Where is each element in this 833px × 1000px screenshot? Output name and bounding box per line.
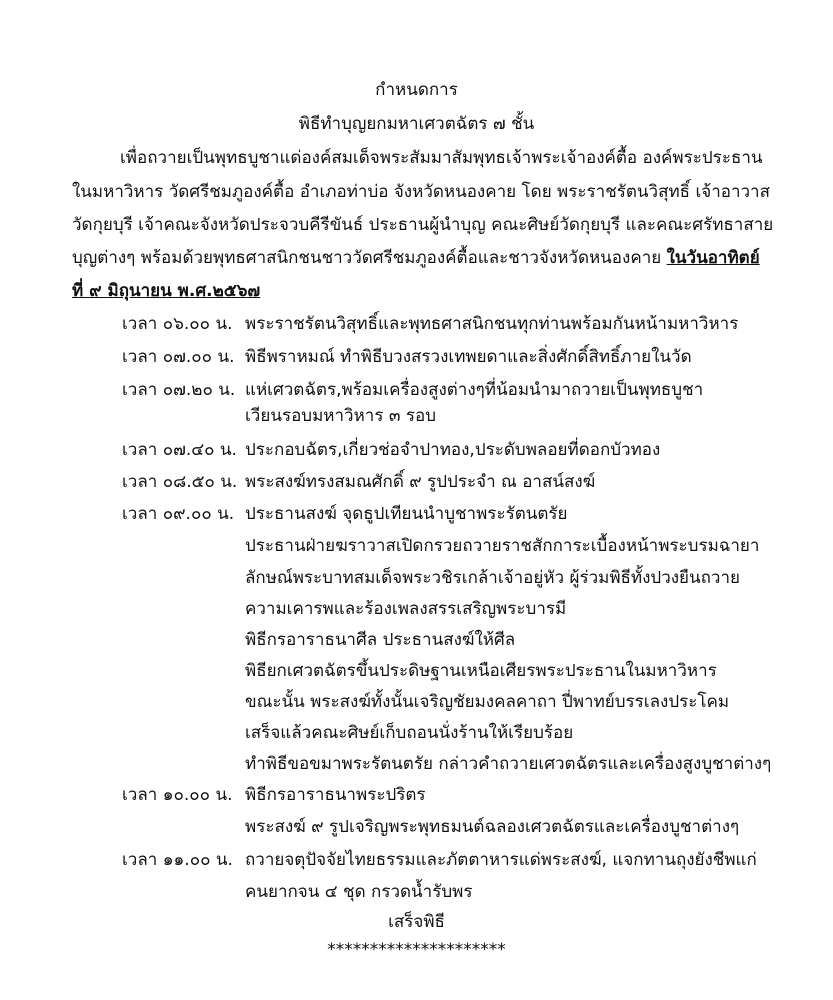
intro-line-3: วัดกุยบุรี เจ้าคณะจังหวัดประจวบคีรีขันธ์ ประธานผู้นำบุญ คณะศิษย์วัดกุยบุรี และคณะศรัทธาสาย (72, 215, 774, 235)
schedule-time: เวลา ๐๗.๒๐ น. (122, 380, 236, 400)
schedule-time: เวลา ๑๐.๐๐ น. (122, 785, 233, 805)
schedule-detail: ลักษณ์พระบาทสมเด็จพระวชิรเกล้าเจ้าอยู่หัว ผู้ร่วมพิธีทั้งปวงยืนถวาย (245, 568, 740, 588)
schedule-time: เวลา ๐๖.๐๐ น. (122, 314, 233, 334)
schedule-detail: ถวายจตุปัจจัยไทยธรรมและภัตตาหารแด่พระสงฆ์, แจกทานถุงยังชีพแก่ (245, 850, 757, 870)
schedule-detail: พิธีกรอาราธนาพระปริตร (245, 785, 426, 805)
schedule-detail: พิธีพราหมณ์ ทำพิธีบวงสรวงเทพยดาและสิ่งศักดิ์สิทธิ์ภายในวัด (245, 347, 692, 367)
document-subtitle: พิธีทำบุญยกมหาเศวตฉัตร ๗ ชั้น (298, 114, 535, 134)
divider-stars: ********************* (327, 940, 506, 960)
schedule-detail: พระราชรัตนวิสุทธิ์และพุทธศาสนิกชนทุกท่านพร้อมกันหน้ามหาวิหาร (245, 314, 739, 334)
schedule-detail: ประธานสงฆ์ จุดธูปเทียนนำบูชาพระรัตนตรัย (245, 504, 568, 524)
document-title: กำหนดการ (375, 80, 458, 100)
schedule-detail: ความเคารพและร้องเพลงสรรเสริญพระบารมี (245, 599, 567, 619)
schedule-time: เวลา ๐๙.๐๐ น. (122, 504, 235, 524)
schedule-detail: คนยากจน ๔ ชุด กรวดน้ำรับพร (245, 882, 473, 902)
intro-line-2: ในมหาวิหาร วัดศรีชมภูองค์ตื้อ อำเภอท่าบ่อ จังหวัดหนองคาย โดย พระราชรัตนวิสุทธิ์ เจ้าอาวาส (72, 182, 770, 202)
closing-text: เสร็จพิธี (388, 912, 445, 932)
schedule-time: เวลา ๐๘.๕๐ น. (122, 472, 238, 492)
event-date-part-2: ที่ ๙ มิถุนายน พ.ศ.๒๕๖๗ (72, 281, 261, 301)
schedule-detail: พระสงฆ์ ๙ รูปเจริญพระพุทธมนต์ฉลองเศวตฉัตรและเครื่องบูชาต่างๆ (245, 817, 740, 837)
intro-line-4-text: บุญต่างๆ พร้อมด้วยพุทธศาสนิกชนชาววัดศรีชมภูองค์ตื้อและชาวจังหวัดหนองคาย (72, 248, 667, 268)
schedule-detail: พิธีกรอาราธนาศีล ประธานสงฆ์ให้ศีล (245, 630, 516, 650)
intro-line-1-text: เพื่อถวายเป็นพุทธบูชาแด่องค์สมเด็จพระสัมมาสัมพุทธเจ้าพระเจ้าองค์ตื้อ องค์พระประธาน (120, 148, 763, 168)
schedule-detail: แห่เศวตฉัตร,พร้อมเครื่องสูงต่างๆที่น้อมนำมาถวายเป็นพุทธบูชา (245, 380, 704, 400)
schedule-detail: เสร็จแล้วคณะศิษย์เก็บถอนนั่งร้านให้เรียบร้อย (245, 723, 574, 743)
event-date-part-1: ในวันอาทิตย์ (666, 248, 760, 268)
intro-line-4 (72, 246, 762, 270)
schedule-detail: เวียนรอบมหาวิหาร ๓ รอบ (245, 406, 437, 426)
schedule-time: เวลา ๑๑.๐๐ น. (122, 850, 233, 870)
schedule-detail: ทำพิธีขอขมาพระรัตนตรัย กล่าวคำถวายเศวตฉัตรและเครื่องสูงบูชาต่างๆ (245, 754, 772, 774)
schedule-time: เวลา ๐๗.๔๐ น. (122, 440, 237, 460)
schedule-detail: พระสงฆ์ทรงสมณศักดิ์ ๙ รูปประจำ ณ อาสน์สงฆ์ (245, 472, 596, 492)
schedule-detail: พิธียกเศวตฉัตรขึ้นประดิษฐานเหนือเศียรพระประธานในมหาวิหาร (245, 661, 717, 681)
schedule-time: เวลา ๐๗.๐๐ น. (122, 347, 235, 367)
schedule-detail: ขณะนั้น พระสงฆ์ทั้งนั้นเจริญชัยมงคลคาถา ปี่พาทย์บรรเลงประโคม (245, 692, 730, 712)
schedule-detail: ประกอบฉัตร,เกี่ยวช่อจำปาทอง,ประดับพลอยที่ดอกบัวทอง (245, 440, 661, 460)
schedule-detail: ประธานฝ่ายฆราวาสเปิดกรวยถวายราชสักการะเบื้องหน้าพระบรมฉายา (245, 536, 760, 556)
intro-line-1 (72, 146, 762, 170)
